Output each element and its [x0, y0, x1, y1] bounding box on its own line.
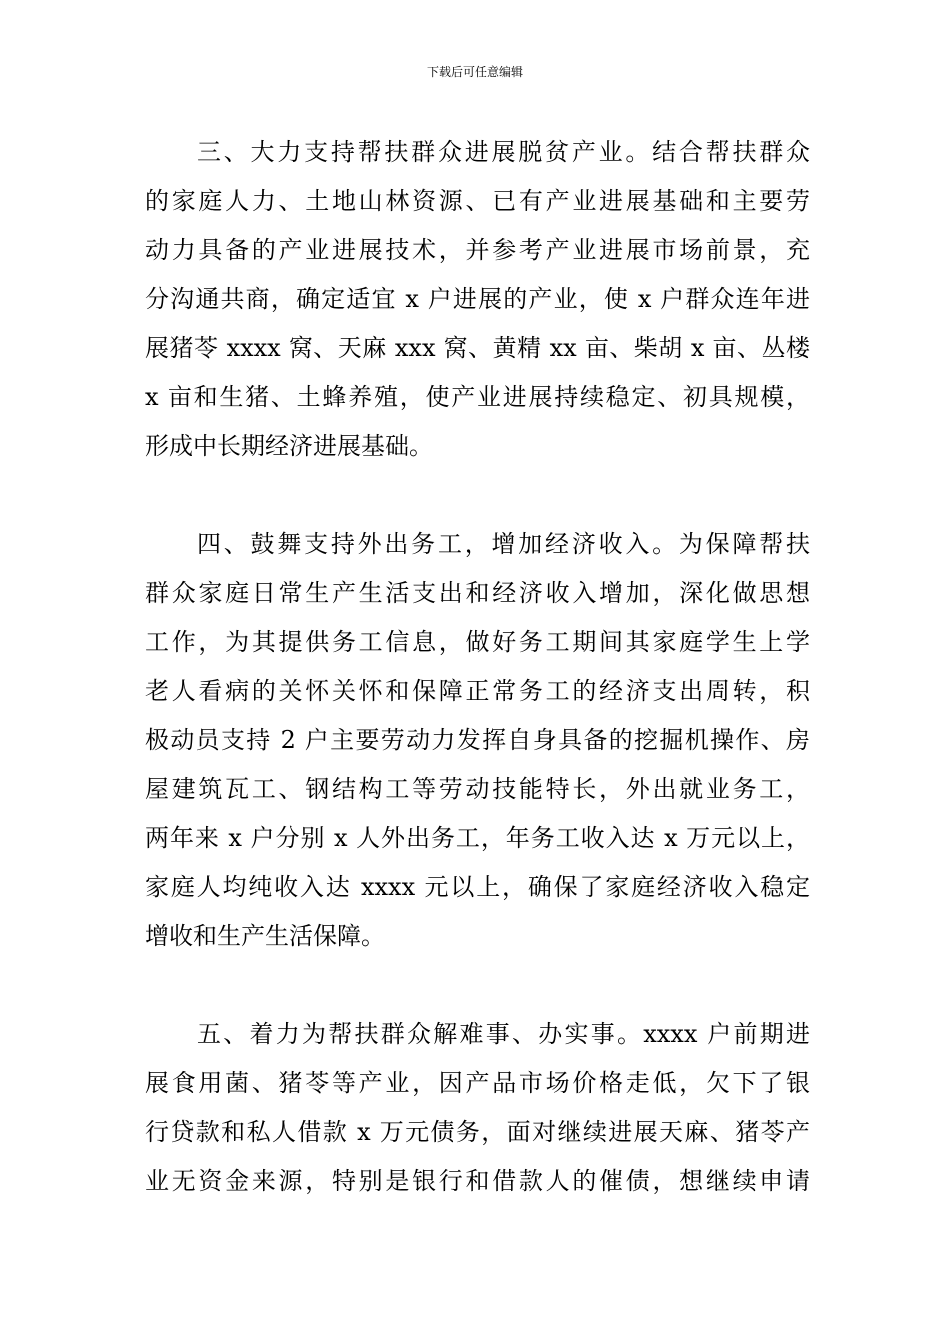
- text-line: 极动员支持 2 户主要劳动力发挥自身具备的挖掘机操作、房: [145, 726, 810, 754]
- text-line: 形成中长期经济进展基础。: [145, 432, 433, 460]
- text-line: 五、着力为帮扶群众解难事、办实事。xxxx 户前期进: [197, 1020, 810, 1048]
- text-line: 工作，为其提供务工信息，做好务工期间其家庭学生上学: [145, 628, 810, 656]
- text-line: 展食用菌、猪苓等产业，因产品市场价格走低，欠下了银: [145, 1069, 810, 1097]
- text-line: 屋建筑瓦工、钢结构工等劳动技能特长，外出就业务工，: [145, 775, 810, 803]
- text-line: 动力具备的产业进展技术，并参考产业进展市场前景，充: [145, 236, 810, 264]
- document-body: [145, 128, 810, 1255]
- text-line: 老人看病的关怀关怀和保障正常务工的经济支出周转，积: [145, 677, 810, 705]
- text-line: 增收和生产生活保障。: [145, 922, 385, 950]
- text-line: 四、鼓舞支持外出务工，增加经济收入。为保障帮扶: [197, 530, 810, 558]
- text-line: 的家庭人力、土地山林资源、已有产业进展基础和主要劳: [145, 187, 810, 215]
- paragraph-industry-support: [145, 128, 810, 471]
- text-line: 行贷款和私人借款 x 万元债务，面对继续进展天麻、猪苓产: [145, 1118, 810, 1146]
- text-line: x 亩和生猪、土蜂养殖，使产业进展持续稳定、初具规模，: [145, 383, 810, 411]
- text-line: 业无资金来源，特别是银行和借款人的催债，想继续申请: [145, 1167, 810, 1195]
- text-line: 展猪苓 xxxx 窝、天麻 xxx 窝、黄精 xx 亩、柴胡 x 亩、丛楼: [145, 334, 810, 362]
- text-line: 家庭人均纯收入达 xxxx 元以上，确保了家庭经济收入稳定: [145, 873, 810, 901]
- paragraph-migrant-work: [145, 520, 810, 961]
- text-line: 三、大力支持帮扶群众进展脱贫产业。结合帮扶群众: [197, 138, 810, 166]
- paragraph-practical-help: [145, 1010, 810, 1206]
- text-line: 分沟通共商，确定适宜 x 户进展的产业，使 x 户群众连年进: [145, 285, 810, 313]
- text-line: 群众家庭日常生产生活支出和经济收入增加，深化做思想: [145, 579, 810, 607]
- page-header: 下载后可任意编辑: [426, 65, 523, 79]
- text-line: 两年来 x 户分别 x 人外出务工，年务工收入达 x 万元以上，: [145, 824, 810, 852]
